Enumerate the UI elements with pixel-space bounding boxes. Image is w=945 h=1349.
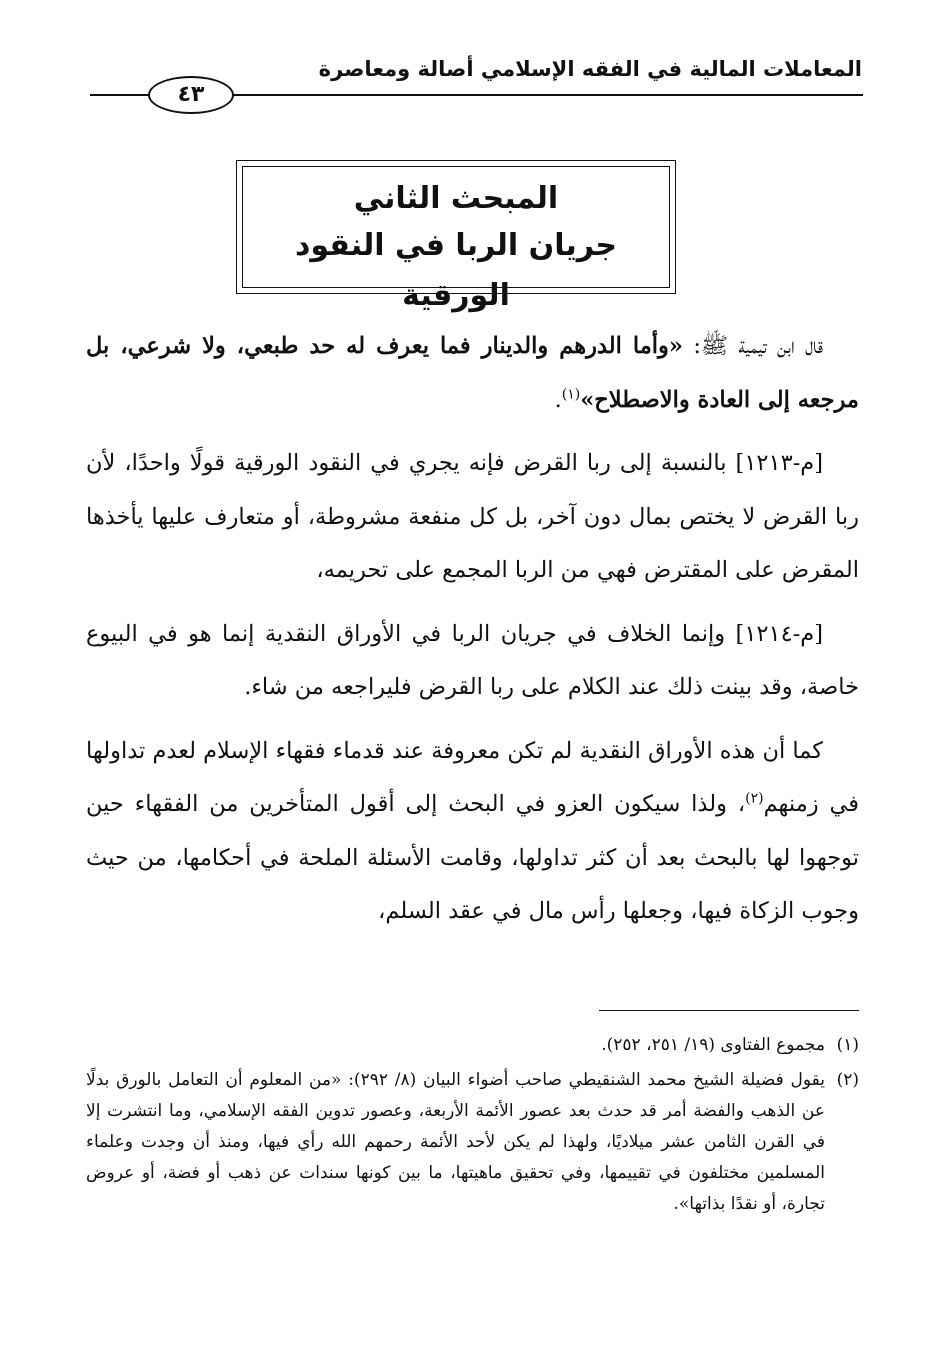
quote-text: «وأما الدرهم والدينار فما يعرف له حد طبعي، ولا شرعي، بل مرجعه إلى العادة والاصطلاح» — [86, 333, 859, 413]
footnote-ref-2: (٢) — [745, 790, 764, 807]
footnote-1-number: (١) — [836, 1035, 859, 1055]
paragraph-m1213: [م-١٢١٣] بالنسبة إلى ربا القرض فإنه يجري في النقود الورقية قولًا واحدًا، لأن ربا القرض لا يختص بمال دون آخر، بل كل منفعة مشروطة، أو متعارف عليها يأخذها المقرض على المقترض فهي من الربا المجمع على تحريمه، — [86, 450, 859, 583]
paragraph-paper-money — [86, 725, 859, 939]
footnote-1-text: مجموع الفتاوى (١٩/ ٢٥١، ٢٥٢). — [601, 1035, 825, 1055]
footnote-separator — [599, 1010, 859, 1011]
section-title-box — [236, 160, 676, 313]
footnote-2-number: (٢) — [836, 1070, 859, 1090]
section-title-box-inner — [242, 166, 670, 313]
paragraph-paper-money-part2: ، ولذا سيكون العزو في البحث إلى أقول المتأخرين من الفقهاء حين توجهوا لها بالبحث بعد أن كثر تداولها، وقامت الأسئلة الملحة في أحكامها، من حيث وجوب الزكاة فيها، وجعلها رأس مال في عقد السلم، — [86, 791, 859, 924]
section-title: جريان الربا في النقود الورقية — [294, 228, 618, 313]
quote-lead: قال ابن تيمية ﷺ: — [682, 333, 824, 359]
quote-tail: . — [554, 386, 562, 413]
paragraph-ibn-taymiyya-quote — [86, 320, 859, 427]
footnote-2-text: يقول فضيلة الشيخ محمد الشنقيطي صاحب أضواء البيان (٨/ ٢٩٢): «من المعلوم أن التعامل بالورق بدلًا عن الذهب والفضة أمر قد حدث بعد عصور الأئمة الأربعة، وعصور تدوين الفقه الإسلامي، وما انتشرت إلا في القرن الثامن عشر ميلاديًا، ولهذا لم يكن لأحد الأئمة رحمهم الله رأي فيها، ومنذ أن وجدت وعلماء المسلمين مختلفون في تقييمها، وفي تحقيق ماهيتها، ما بين كونها سندات عن ذهب أو فضة، أو عروض تجارة، أو نقدًا بذاتها». — [86, 1070, 826, 1214]
paragraph-paper-money-part1: كما أن هذه الأوراق النقدية لم تكن معروفة عند قدماء فقهاء الإسلام لعدم تداولها في زمنهم — [86, 737, 859, 817]
body-text — [86, 320, 859, 939]
running-header-title: المعاملات المالية في الفقه الإسلامي أصالة ومعاصرة — [318, 57, 862, 81]
section-label: المبحث الثاني — [353, 181, 559, 216]
footnotes — [86, 1030, 859, 1220]
footnote-2 — [86, 1065, 859, 1220]
page-number: ٤٣ — [148, 76, 234, 114]
paragraph-m1214: [م-١٢١٤] وإنما الخلاف في جريان الربا في الأوراق النقدية إنما هو في البيوع خاصة، وقد بينت ذلك عند الكلام على ربا القرض فليراجعه من شاء. — [86, 620, 859, 700]
footnote-1 — [86, 1030, 859, 1061]
footnote-ref-1: (١) — [561, 386, 581, 402]
